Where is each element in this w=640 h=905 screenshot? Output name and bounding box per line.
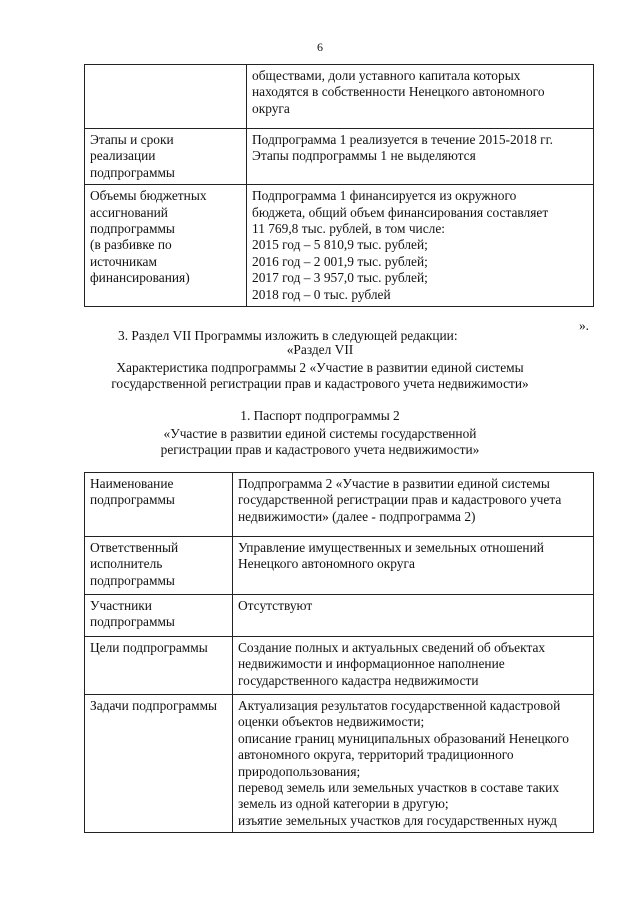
row-value-line: Ненецкого автономного округа	[238, 556, 415, 572]
row-value-line: 2018 год – 0 тыс. рублей	[252, 286, 391, 302]
row-value-line: Отсутствуют	[238, 598, 313, 613]
row-value-cell	[247, 65, 594, 129]
row-value-line: Этапы подпрограммы 1 не выделяются	[252, 148, 476, 164]
row-value-cell	[233, 695, 594, 833]
row-label-line: подпрограммы	[90, 572, 175, 588]
row-value-line: земель из одной категории в другую;	[238, 796, 449, 812]
page-number: 6	[317, 40, 323, 54]
row-value-line: Подпрограмма 1 реализуется в течение 2015-2018 гг.	[252, 132, 553, 147]
row-value-line: обществами, доли уставного капитала которых	[252, 68, 521, 83]
table-row	[85, 185, 594, 307]
table-row	[85, 695, 594, 833]
row-label-line: ассигнований	[90, 204, 168, 220]
row-label-line: Ответственный	[90, 540, 179, 555]
row-value-line: перевод земель или земельных участков в составе таких	[238, 780, 560, 796]
row-label-line: Этапы и сроки	[90, 132, 174, 147]
row-value-line: автономного округа, территорий традиционного	[238, 747, 514, 763]
table-row	[85, 65, 594, 129]
row-value-line: государственного кадастра недвижимости	[238, 672, 479, 688]
closing-quote: ».	[578, 318, 589, 333]
row-label-cell	[85, 695, 233, 833]
row-label-line: (в разбивке по	[90, 237, 172, 253]
row-label-line: подпрограммы	[90, 492, 175, 508]
row-value-line: 11 769,8 тыс. рублей, в том числе:	[252, 221, 446, 237]
row-label-line: подпрограммы	[90, 614, 175, 630]
row-label-line: Объемы бюджетных	[90, 188, 207, 204]
row-label-cell	[85, 473, 233, 537]
table-row	[85, 473, 594, 537]
row-label-cell	[85, 637, 233, 695]
table-row	[85, 129, 594, 185]
row-label-line: Участники	[90, 598, 152, 613]
section-heading: «Раздел VII	[286, 342, 354, 357]
passport-heading: 1. Паспорт подпрограммы 2	[240, 408, 400, 423]
row-label-line: подпрограммы	[90, 164, 175, 180]
amendment-item-3: 3. Раздел VII Программы изложить в следующей редакции:	[118, 328, 458, 343]
row-value-cell	[233, 637, 594, 695]
row-value-line: Актуализация результатов государственной кадастровой	[238, 698, 561, 713]
row-value-line: бюджета, общий объем финансирования составляет	[252, 204, 549, 220]
section-title-line-2: государственной регистрации прав и кадастрового учета недвижимости»	[111, 376, 529, 391]
row-value-line: Подпрограмма 2 «Участие в развитии единой системы	[238, 476, 550, 491]
row-label-line: источникам	[90, 253, 157, 269]
row-label-line: Цели подпрограммы	[90, 640, 208, 655]
row-value-line: округа	[252, 100, 290, 116]
row-value-line: недвижимости» (далее - подпрограмма 2)	[238, 508, 476, 524]
row-value-line: изъятие земельных участков для государственных нужд	[238, 812, 557, 828]
section-title-line-1: Характеристика подпрограммы 2 «Участие в развитии единой системы	[116, 360, 524, 375]
row-value-cell	[247, 185, 594, 307]
row-label-line: Наименование	[90, 476, 174, 491]
row-value-line: находятся в собственности Ненецкого автономного	[252, 84, 545, 100]
row-value-cell	[233, 595, 594, 637]
row-label-cell	[85, 65, 247, 129]
table-row	[85, 595, 594, 637]
row-value-line: 2016 год – 2 001,9 тыс. рублей;	[252, 253, 428, 269]
passport-title-line-2: регистрации прав и кадастрового учета недвижимости»	[160, 442, 480, 457]
row-value-cell	[233, 537, 594, 595]
table-row	[85, 637, 594, 695]
table-subprogram-1-continuation	[84, 64, 594, 307]
row-label-line: Задачи подпрограммы	[90, 698, 218, 713]
row-label-cell	[85, 185, 247, 307]
table-row	[85, 537, 594, 595]
table-subprogram-2-passport	[84, 472, 594, 833]
row-value-line: 2017 год – 3 957,0 тыс. рублей;	[252, 270, 428, 286]
row-label-cell	[85, 537, 233, 595]
row-value-line: государственной регистрации прав и кадастрового учета	[238, 492, 562, 508]
row-value-line: описание границ муниципальных образований Ненецкого	[238, 730, 569, 746]
row-label-line: финансирования)	[90, 270, 190, 286]
row-label-line: подпрограммы	[90, 221, 175, 237]
row-value-line: 2015 год – 5 810,9 тыс. рублей;	[252, 237, 428, 253]
row-value-line: оценки объектов недвижимости;	[238, 714, 425, 730]
row-label-line: исполнитель	[90, 556, 163, 572]
row-value-line: природопользования;	[238, 763, 361, 779]
row-label-cell	[85, 129, 247, 185]
row-value-cell	[247, 129, 594, 185]
row-value-line: Управление имущественных и земельных отношений	[238, 540, 544, 555]
row-label-line: реализации	[90, 148, 156, 164]
row-label-cell	[85, 595, 233, 637]
row-value-line: Подпрограмма 1 финансируется из окружного	[252, 188, 517, 204]
passport-title-line-1: «Участие в развитии единой системы государственной	[163, 426, 477, 441]
row-value-line: недвижимости и информационное наполнение	[238, 656, 505, 672]
row-value-cell	[233, 473, 594, 537]
row-value-line: Создание полных и актуальных сведений об объектах	[238, 640, 546, 655]
